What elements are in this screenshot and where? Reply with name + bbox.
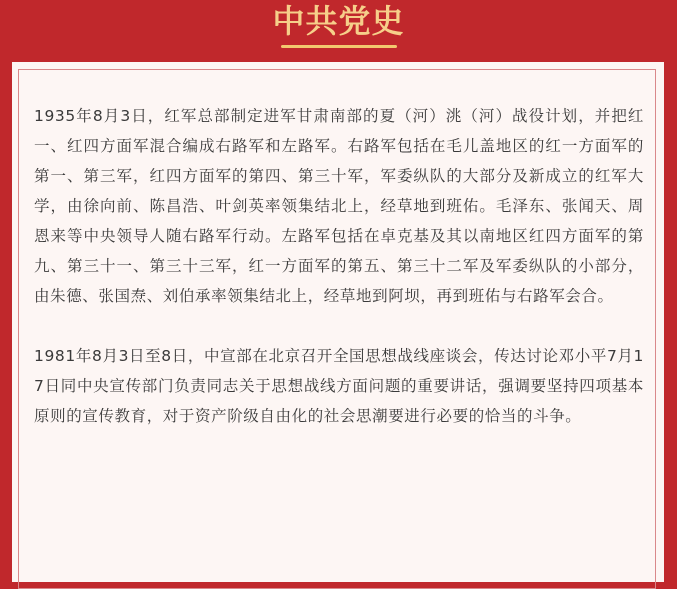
paragraph-1981: 1981年8月3日至8日，中宣部在北京召开全国思想战线座谈会，传达讨论邓小平7月17日同中央宣传部门负责同志关于思想战线方面问题的重要讲话，强调要坚持四项基本原则的宣传教育，对于资产阶级自由化的社会思潮要进行必要的恰当的斗争。: [34, 347, 644, 425]
title-underline: [281, 45, 397, 48]
header-banner: [0, 0, 677, 58]
page-title: 中共党史: [272, 2, 405, 40]
article-content: [34, 101, 644, 431]
paragraph-1935: 1935年8月3日，红军总部制定进军甘肃南部的夏（河）洮（河）战役计划，并把红一、红四方面军混合编成右路军和左路军。右路军包括在毛儿盖地区的红一方面军的第一、第三军，红四方面军的第四、第三十军，军委纵队的大部分及新成立的红军大学，由徐向前、陈昌浩、叶剑英率领集结北上，经草地到班佑。毛泽东、张闻天、周恩来等中央领导人随右路军行动。左路军包括在卓克基及其以南地区红四方面军的第九、第三十一、第三十三军，红一方面军的第五、第三十二军及军委纵队的小部分，由朱德、张国焘、刘伯承率领集结北上，经草地到阿坝，再到班佑与右路军会合。: [34, 107, 644, 305]
